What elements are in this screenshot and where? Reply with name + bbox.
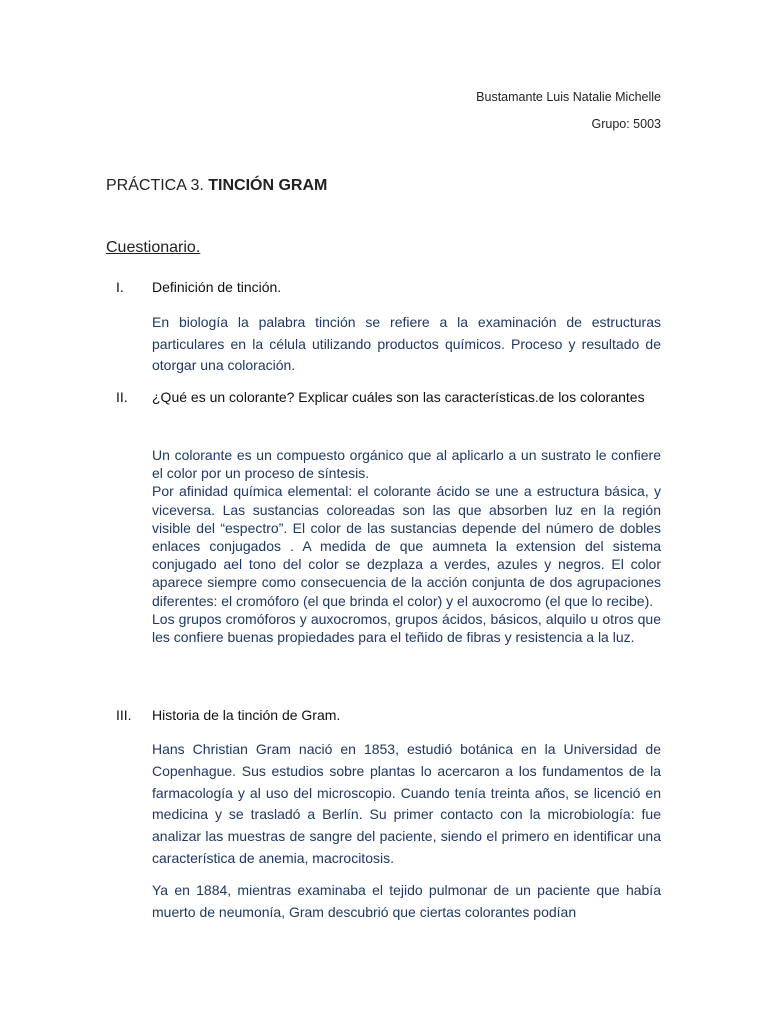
- question-1-number: I.: [116, 279, 124, 295]
- answer-paragraph: Ya en 1884, mientras examinaba el tejido pulmonar de un paciente que había muerto de neumonía, Gram descubrió que ciertas colorantes podían: [152, 882, 661, 920]
- question-3-answer-continued: [152, 880, 661, 924]
- question-1-text: Definición de tinción.: [152, 279, 282, 295]
- answer-paragraph: Por afinidad química elemental: el colorante ácido se une a estructura básica, y viceversa. Las sustancias coloreadas son las que absorben luz en la región visible del “espectro”. El color de las sustancias depende del número de dobles enlaces conjugados . A medida de que aumneta la extension del sistema conjugado ael tono del color se dezplaza a verdes, azules y negros. El color aparece siempre como consecuencia de la acción conjunta de dos agrupaciones diferentes: el cromóforo (el que brinda el color) y el auxocromo (el que lo recibe).: [152, 483, 661, 609]
- group-number: Grupo: 5003: [591, 117, 661, 131]
- answer-paragraph: En biología la palabra tinción se refiere a la examinación de estructuras particulares en la célula utilizando productos químicos. Proceso y resultado de otorgar una coloración.: [152, 314, 661, 373]
- answer-paragraph: Hans Christian Gram nació en 1853, estudió botánica en la Universidad de Copenhague. Sus estudios sobre plantas lo acercaron a los fundamentos de la farmacología y al uso del microscopio. Cuando tenía treinta años, se licenció en medicina y se trasladó a Berlín. Su primer contacto con la microbiología: fue analizar las muestras de sangre del paciente, siendo el primero en identificar una característica de anemia, macrocitosis.: [152, 741, 661, 866]
- answer-paragraph: Un colorante es un compuesto orgánico que al aplicarlo a un sustrato le confiere el color por un proceso de síntesis.: [152, 447, 661, 482]
- section-heading: Cuestionario.: [106, 239, 201, 256]
- question-2-number: II.: [116, 389, 128, 405]
- question-3-number: III.: [116, 707, 132, 723]
- question-1-answer: [152, 312, 661, 377]
- title-prefix: PRÁCTICA 3.: [106, 177, 209, 194]
- author-name: Bustamante Luis Natalie Michelle: [476, 90, 661, 104]
- question-2-answer: [152, 446, 661, 646]
- question-2-text: ¿Qué es un colorante? Explicar cuáles son las características.de los colorantes: [152, 389, 645, 405]
- page-title: [106, 177, 327, 195]
- question-3-text: Historia de la tinción de Gram.: [152, 707, 341, 723]
- answer-paragraph: Los grupos cromóforos y auxocromos, grupos ácidos, básicos, alquilo u otros que les confiere buenas propiedades para el teñido de fibras y resistencia a la luz.: [152, 610, 661, 646]
- title-main: TINCIÓN GRAM: [208, 177, 328, 194]
- question-3-answer: [152, 739, 661, 870]
